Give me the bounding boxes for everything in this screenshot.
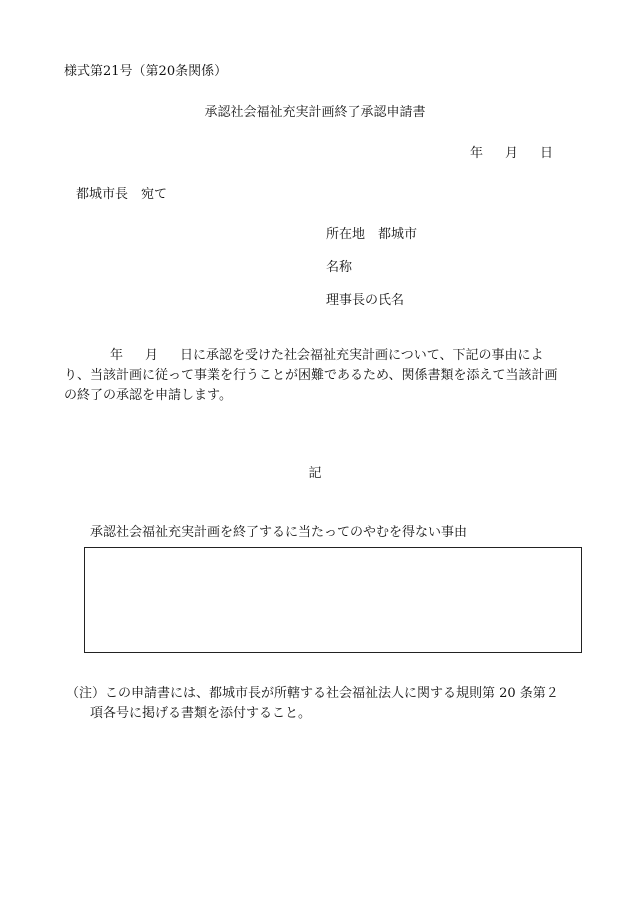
applicant-name-row <box>326 260 417 276</box>
date-month-label: 月 <box>505 146 519 161</box>
address-value: 都城市 <box>378 227 418 242</box>
body-line-1-text: 日に承認を受けた社会福祉充実計画について、下記の事由によ <box>180 348 544 363</box>
body-line-2: り、当該計画に従って事業を行うことが困難であるため、関係書類を添えて当該計画 <box>64 368 558 383</box>
reason-field[interactable] <box>84 547 582 653</box>
request-body <box>64 346 584 406</box>
body-year-label: 年 <box>110 348 124 363</box>
body-month-label: 月 <box>145 348 159 363</box>
address-label: 所在地 <box>326 227 366 242</box>
body-line-3: の終了の承認を申請します。 <box>64 388 232 403</box>
addressee: 都城市長 宛て <box>76 187 168 202</box>
body-line-1 <box>64 346 584 366</box>
reason-label: 承認社会福祉充実計画を終了するに当たってのやむを得ない事由 <box>90 525 468 540</box>
note-line-1: （注）この申請書には、都城市長が所轄する社会福祉法人に関する規則第 20 条第２ <box>66 686 559 701</box>
applicant-chair-row <box>326 293 417 309</box>
note-line-2-row <box>66 704 596 724</box>
document-title: 承認社会福祉充実計画終了承認申請書 <box>204 105 426 120</box>
date-day-label: 日 <box>540 146 554 161</box>
applicant-address-row <box>326 227 417 243</box>
ki-heading: 記 <box>308 466 322 481</box>
note-line-2: 項各号に掲げる書類を添付すること。 <box>90 706 312 721</box>
note <box>66 684 596 724</box>
applicant-block <box>326 227 417 326</box>
date-line <box>470 146 553 162</box>
name-label: 名称 <box>326 260 353 275</box>
form-number: 様式第21号（第20条関係） <box>64 64 228 79</box>
chair-name-label: 理事長の氏名 <box>326 293 405 308</box>
date-year-label: 年 <box>470 146 484 161</box>
